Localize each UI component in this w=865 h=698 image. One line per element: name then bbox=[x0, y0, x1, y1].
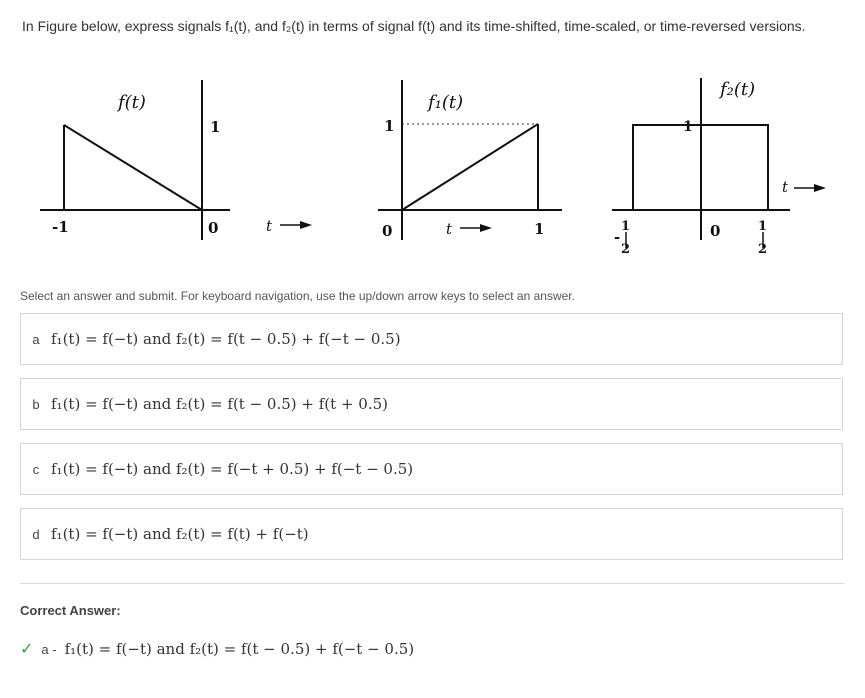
option-text: f₁(t) = f(−t) and f₂(t) = f(t − 0.5) + f(−t − 0.5) bbox=[51, 330, 401, 348]
answer-option-a[interactable] bbox=[20, 313, 843, 365]
question-text: In Figure below, express signals f₁(t), and f₂(t) in terms of signal f(t) and its time-shifted, time-scaled, or time-reversed versions. bbox=[22, 18, 806, 34]
f1-x-zero: 0 bbox=[382, 222, 393, 240]
option-text: f₁(t) = f(−t) and f₂(t) = f(t) + f(−t) bbox=[51, 525, 309, 543]
f2-pos-half-den: 2 bbox=[758, 242, 768, 257]
option-letter: d bbox=[32, 526, 40, 542]
correct-answer-letter: a - bbox=[41, 641, 57, 657]
option-text: f₁(t) = f(−t) and f₂(t) = f(−t + 0.5) + f(−t − 0.5) bbox=[51, 460, 414, 478]
f1-y-one: 1 bbox=[384, 117, 395, 135]
f-x-neg: -1 bbox=[52, 218, 69, 236]
checkmark-icon: ✓ bbox=[20, 641, 34, 658]
divider bbox=[20, 583, 845, 584]
f2-minus: - bbox=[614, 228, 621, 246]
f1-ramp bbox=[402, 124, 538, 210]
f-ramp bbox=[64, 125, 202, 210]
f2-pos-half-num: 1 bbox=[758, 219, 768, 234]
f2-neg-half-num: 1 bbox=[621, 219, 631, 234]
answer-option-c[interactable] bbox=[20, 443, 843, 495]
answer-option-d[interactable] bbox=[20, 508, 843, 560]
instruction-text: Select an answer and submit. For keyboard navigation, use the up/down arrow keys to select an answer. bbox=[20, 289, 575, 303]
signal-figure bbox=[0, 70, 865, 270]
correct-answer-text: f₁(t) = f(−t) and f₂(t) = f(t − 0.5) + f(−t − 0.5) bbox=[64, 640, 415, 658]
f2-t-label: t bbox=[782, 178, 789, 196]
f1-title: f₁(t) bbox=[428, 92, 464, 113]
option-letter: a bbox=[32, 331, 40, 347]
f-title: f(t) bbox=[118, 92, 146, 113]
f-x-zero: 0 bbox=[208, 219, 219, 237]
f-t-label: t bbox=[266, 217, 273, 235]
correct-answer-heading: Correct Answer: bbox=[20, 603, 121, 618]
f1-x-one: 1 bbox=[534, 220, 545, 238]
f2-title: f₂(t) bbox=[720, 79, 756, 100]
answer-option-b[interactable] bbox=[20, 378, 843, 430]
correct-answer bbox=[20, 639, 414, 659]
f2-x-zero: 0 bbox=[710, 222, 721, 240]
f2-y-one: 1 bbox=[683, 119, 693, 135]
option-text: f₁(t) = f(−t) and f₂(t) = f(t − 0.5) + f(t + 0.5) bbox=[51, 395, 388, 413]
option-letter: c bbox=[32, 461, 40, 477]
option-letter: b bbox=[32, 396, 40, 412]
f-y-one: 1 bbox=[210, 118, 221, 136]
f2-neg-half-den: 2 bbox=[621, 242, 631, 257]
f1-t-label: t bbox=[446, 220, 453, 238]
